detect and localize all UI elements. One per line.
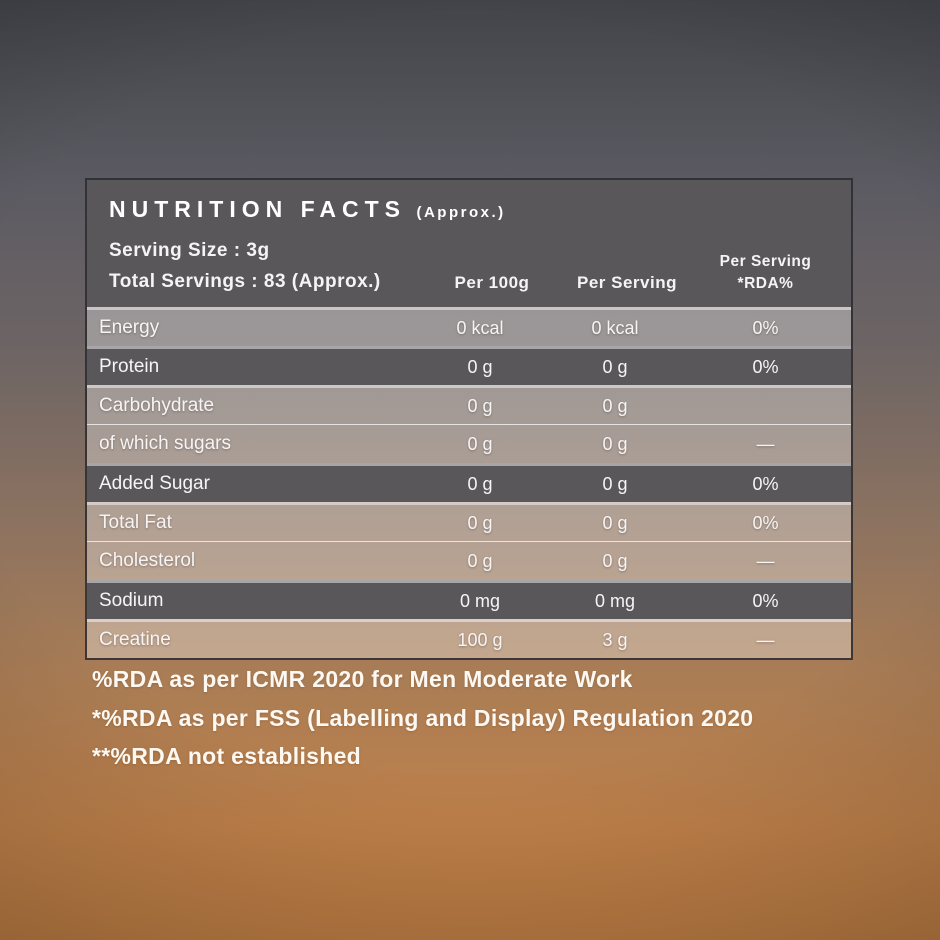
footnotes bbox=[92, 660, 900, 776]
nutrient-value: 0 g bbox=[467, 550, 493, 571]
nutrient-value: 0 g bbox=[467, 512, 493, 533]
column-header-rda-line2: *RDA% bbox=[737, 275, 794, 292]
nutrient-label: Energy bbox=[99, 317, 160, 338]
title-row bbox=[99, 196, 839, 223]
nutrient-value: 0% bbox=[752, 590, 779, 611]
footnote-line: *%RDA as per FSS (Labelling and Display) Regulation 2020 bbox=[92, 704, 754, 731]
nutrient-rows bbox=[87, 307, 851, 658]
nutrient-value: — bbox=[756, 550, 775, 571]
nutrient-value: 0 g bbox=[467, 433, 493, 454]
nutrient-value: 0 kcal bbox=[591, 317, 639, 338]
panel-title-suffix: (Approx.) bbox=[416, 204, 506, 221]
nutrient-value: 0 g bbox=[467, 473, 493, 494]
nutrient-label: Creatine bbox=[99, 629, 171, 650]
nutrient-value: 0% bbox=[752, 473, 779, 494]
serving-info bbox=[99, 235, 422, 297]
nutrient-value: — bbox=[756, 629, 775, 650]
column-header-rda-line1: Per Serving bbox=[719, 253, 812, 270]
nutrient-row-added-sugar bbox=[87, 463, 851, 502]
nutrient-value: 0 kcal bbox=[456, 317, 504, 338]
nutrient-row-carbohydrate bbox=[87, 385, 851, 424]
footnote-line: **%RDA not established bbox=[92, 743, 362, 769]
nutrient-value: 0 g bbox=[467, 395, 493, 416]
column-header-row bbox=[99, 235, 839, 297]
nutrient-value: 0 g bbox=[602, 550, 628, 571]
nutrient-value: 0 g bbox=[602, 356, 628, 377]
panel-title: NUTRITION FACTS bbox=[109, 196, 406, 222]
nutrient-row-total-fat bbox=[87, 502, 851, 541]
nutrient-value: 0 g bbox=[602, 473, 628, 494]
nutrient-value: 100 g bbox=[457, 629, 503, 650]
nutrient-value: 0% bbox=[752, 356, 779, 377]
nutrient-row-cholesterol bbox=[87, 541, 851, 580]
panel-header bbox=[87, 180, 851, 307]
nutrient-row-creatine bbox=[87, 619, 851, 658]
nutrient-label: Cholesterol bbox=[99, 550, 196, 571]
nutrition-facts-panel bbox=[85, 178, 853, 660]
nutrient-value: 0% bbox=[752, 317, 779, 338]
nutrient-value: 0 g bbox=[467, 356, 493, 377]
column-header-per-100g: Per 100g bbox=[454, 273, 530, 292]
nutrient-label: Protein bbox=[99, 356, 160, 377]
nutrient-value: — bbox=[756, 433, 775, 454]
column-header-rda bbox=[692, 251, 839, 297]
nutrient-label: Carbohydrate bbox=[99, 395, 215, 416]
nutrient-value: 0 g bbox=[602, 433, 628, 454]
nutrient-value: 0 mg bbox=[459, 590, 501, 611]
nutrient-value: 0 g bbox=[602, 395, 628, 416]
nutrient-label: Added Sugar bbox=[99, 473, 210, 494]
nutrient-value: 0 mg bbox=[594, 590, 636, 611]
nutrient-value: 0 g bbox=[602, 512, 628, 533]
footnote-line: %RDA as per ICMR 2020 for Men Moderate Work bbox=[92, 666, 633, 692]
nutrient-row-of-which-sugars bbox=[87, 424, 851, 463]
serving-size-text: Serving Size : 3g bbox=[109, 240, 270, 261]
nutrient-row-protein bbox=[87, 346, 851, 385]
nutrient-row-sodium bbox=[87, 580, 851, 619]
nutrient-value: 0% bbox=[752, 512, 779, 533]
nutrient-value: 3 g bbox=[602, 629, 628, 650]
total-servings-text: Total Servings : 83 (Approx.) bbox=[109, 271, 381, 292]
nutrient-label: Total Fat bbox=[99, 512, 172, 533]
nutrient-label: of which sugars bbox=[99, 433, 232, 454]
nutrient-label: Sodium bbox=[99, 590, 164, 611]
column-header-per-serving: Per Serving bbox=[577, 273, 677, 292]
nutrient-row-energy bbox=[87, 307, 851, 346]
